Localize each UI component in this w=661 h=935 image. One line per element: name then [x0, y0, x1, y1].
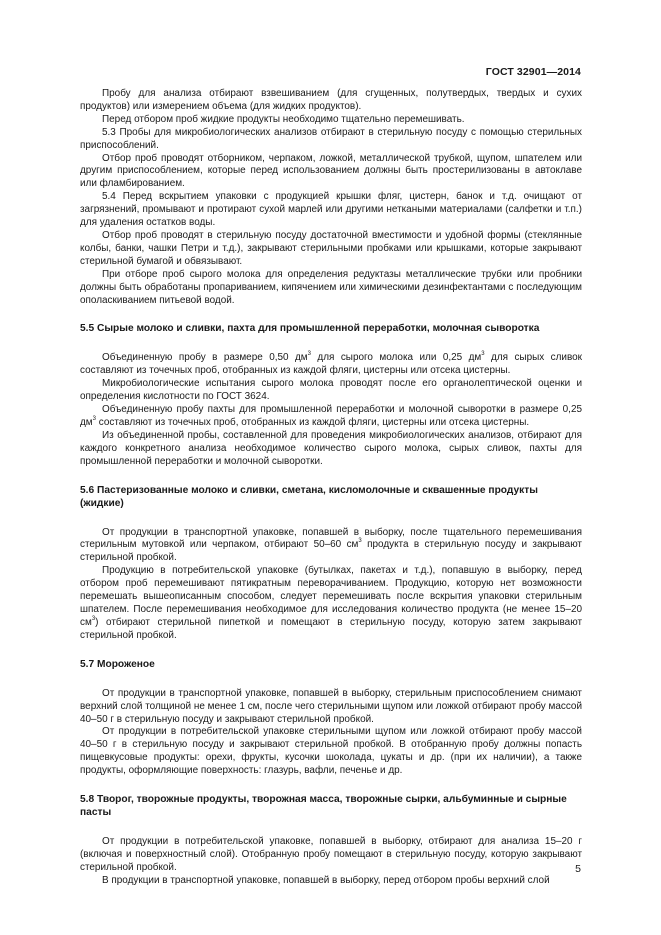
- paragraph: 5.4 Перед вскрытием упаковки с продукцией крышки фляг, цистерн, банок и т.д. очищают от загрязнений, промывают и протирают сухой марлей или другими неткаными материалами (салфетки и т.п.) для удаления остатков воды.: [80, 191, 582, 229]
- section-heading-5-7: 5.7 Мороженое: [80, 658, 155, 670]
- page-number: 5: [575, 863, 581, 875]
- section-heading-5-6: 5.6 Пастеризованные молоко и сливки, сметана, кисломолочные и сквашенные продукты (жидкие): [80, 484, 538, 509]
- paragraph: Отбор проб проводят в стерильную посуду достаточной вместимости и удобной формы (стеклянные колбы, банки, чашки Петри и т.д.), закрывают стерильными пробками или крышками, которые закрывают стерильной бумагой и обвязывают.: [80, 229, 582, 267]
- paragraph: 5.3 Пробы для микробиологических анализов отбирают в стерильную посуду с помощью стерильных приспособлений.: [80, 126, 582, 151]
- document-body: [80, 88, 582, 888]
- paragraph: При отборе проб сырого молока для определения редуктазы металлические трубки или пробники должны быть обработаны пропариванием, кипячением или химическими дезинфектантами с последующим ополаскиванием питьевой водой.: [80, 268, 582, 306]
- paragraph: От продукции в потребительской упаковке, попавшей в выборку, отбирают для анализа 15–20 г (включая и поверхностный слой). Отобранную пробу помещают в стерильную посуду, которую закрывают стерильной пробкой.: [80, 836, 582, 873]
- paragraph: Пробу для анализа отбирают взвешиванием (для сгущенных, полутвердых, твердых и сухих продуктов) или измерением объема (для жидких продуктов).: [80, 88, 582, 112]
- paragraph: От продукции в транспортной упаковке, попавшей в выборку, после тщательного перемешивания стерильным мутовкой или черпаком, отбирают 50–60 $см^3$ продукта в стерильную посуду и закрывают стерильной пробкой.: [80, 526, 582, 564]
- paragraph: От продукции в транспортной упаковке, попавшей в выборку, стерильным приспособлением снимают верхний слой толщиной не менее 1 см, после чего стерильными щупом или ложкой отбирают пробу массой 40–50 г в стерильную посуду и закрывают стерильной пробкой.: [80, 687, 582, 725]
- paragraph: Из объединенной пробы, составленной для проведения микробиологических анализов, отбирают для каждого конкретного анализа необходимое количество сырого молока, сырых сливок, пахты для промышленной переработки и молочной сыворотки.: [80, 429, 582, 467]
- paragraph: В продукции в транспортной упаковке, попавшей в выборку, перед отбором пробы верхний слой: [102, 874, 550, 886]
- standard-number: ГОСТ 32901—2014: [485, 66, 581, 78]
- paragraph: Отбор проб проводят отборником, черпаком, ложкой, металлической трубкой, щупом, шпателем или другим приспособлением, которые перед использованием должны быть простерилизованы в автоклаве или фламбированием.: [80, 152, 582, 190]
- paragraph: От продукции в потребительской упаковке стерильными щупом или ложкой отбирают пробу массой 40–50 г в стерильную посуду и закрывают стерильной пробкой. В отобранную пробу должны попасть пищевкусовые продукты: орехи, фрукты, кусочки шоколада, цукаты и др. (при их наличии), а также продукты, оформляющие поверхность: глазурь, вафли, печенье и др.: [80, 726, 582, 777]
- paragraph: Микробиологические испытания сырого молока проводят после его органолептической оценки и определения кислотности по ГОСТ 3624.: [80, 378, 582, 403]
- paragraph: Перед отбором проб жидкие продукты необходимо тщательно перемешивать.: [102, 113, 465, 125]
- section-heading-5-8: 5.8 Творог, творожные продукты, творожная масса, творожные сырки, альбуминные и сырные пасты: [80, 794, 567, 819]
- paragraph: Продукцию в потребительской упаковке (бутылках, пакетах и т.д.), попавшую в выборку, перед отбором проб перемешивают пятикратным переворачиванием. Продукцию, которую нет возможности перемешать вышеописанным способом, следует перемешивать после вскрытия упаковки стерильным шпателем. После перемешивания необходимое для исследования количество продукта (не менее 15–20 $см^3$) отбирают стерильной пипеткой и помещают в стерильную посуду, которую затем закрывают стерильной пробкой.: [80, 565, 582, 641]
- paragraph: Объединенную пробу пахты для промышленной переработки и молочной сыворотки в размере 0,25 $дм^3$ составляют из точечных проб, отобранных из каждой фляги, цистерны или отсека цистерны.: [80, 404, 582, 428]
- paragraph: Объединенную пробу в размере 0,50 $дм^3$ для сырого молока или 0,25 $дм^3$ для сырых сливок составляют из точечных проб, отобранных из каждой фляги, цистерны или отсека цистерны.: [80, 351, 583, 377]
- section-heading-5-5: 5.5 Сырые молоко и сливки, пахта для промышленной переработки, молочная сыворотка: [80, 323, 540, 335]
